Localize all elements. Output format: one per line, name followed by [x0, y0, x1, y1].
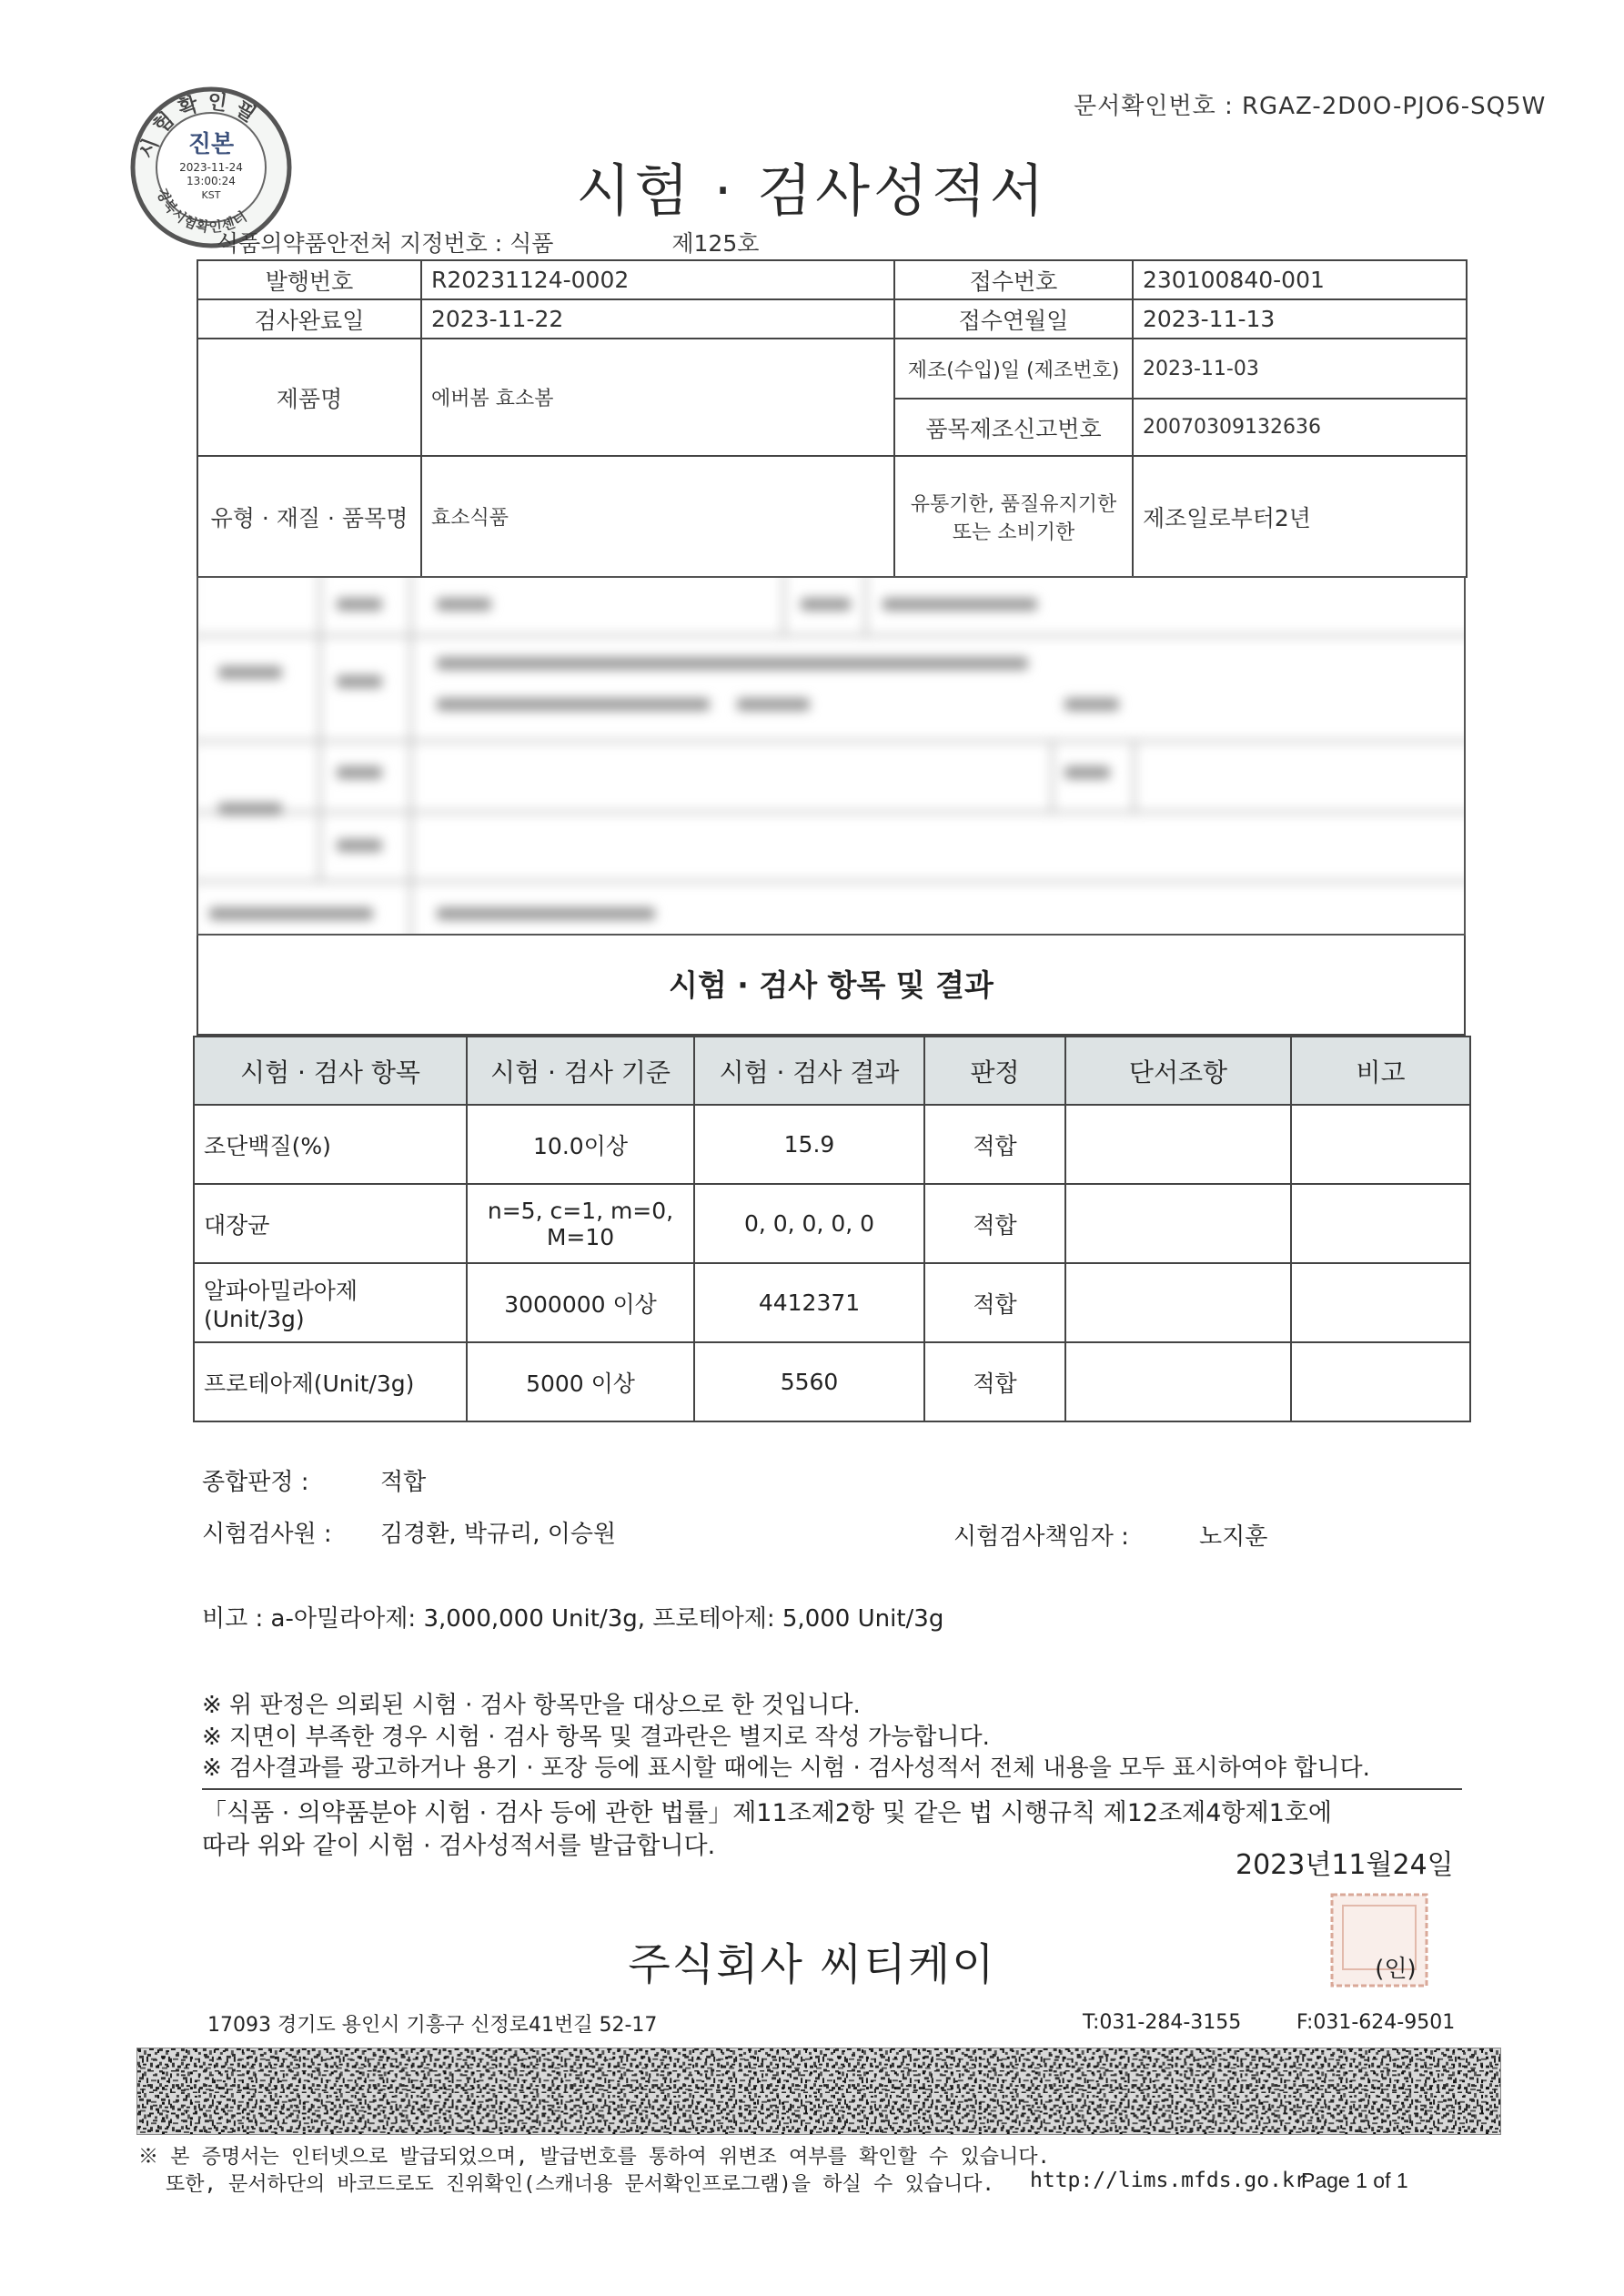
results-heading: 시험 · 검사 항목 및 결과 — [197, 936, 1466, 1036]
overall-label: 종합판정 : — [202, 1469, 309, 1496]
footer-line-2: 또한, 문서하단의 바코드로도 진위확인(스캐너용 문서확인프로그램)을 하실 수 있습니다. — [166, 2173, 994, 2196]
row-verdict: 적합 — [924, 1105, 1065, 1184]
receipt-no-label: 접수번호 — [894, 260, 1133, 299]
shelf-label-line1: 유통기한, 품질유지기한 — [910, 492, 1117, 516]
row-verdict: 적합 — [924, 1184, 1065, 1263]
receipt-no-value: 230100840-001 — [1133, 260, 1467, 299]
stamp-label: 진본 — [187, 131, 235, 158]
table-row — [194, 1263, 1470, 1342]
results-table — [193, 1036, 1471, 1422]
report-no-value: 20070309132636 — [1133, 399, 1467, 456]
row-result: 0, 0, 0, 0, 0 — [694, 1184, 924, 1263]
designation-text: 식품의약품안전처 지정번호 : 식품 — [217, 230, 554, 257]
receipt-date-value: 2023-11-13 — [1133, 299, 1467, 339]
designation-number: 제125호 — [671, 230, 760, 257]
table-row — [194, 1184, 1470, 1263]
col-verdict: 판정 — [924, 1037, 1065, 1105]
row-item — [194, 1263, 467, 1342]
table-row — [194, 1105, 1470, 1184]
footer-url[interactable]: http://lims.mfds.go.kr — [1030, 2169, 1307, 2192]
shelf-label — [894, 456, 1133, 577]
col-remark: 비고 — [1291, 1037, 1470, 1105]
row-remark — [1291, 1105, 1470, 1184]
report-no-label: 품목제조신고번호 — [894, 399, 1133, 456]
page-title: 시험 · 검사성적서 — [576, 157, 1048, 224]
complete-date-label: 검사완료일 — [197, 299, 421, 339]
note-2: ※ 지면이 부족한 경우 시험 · 검사 항목 및 결과란은 별지로 작성 가능합니다. — [202, 1724, 990, 1751]
row-proviso — [1065, 1184, 1291, 1263]
row-item: 프로테아제(Unit/3g) — [194, 1342, 467, 1421]
row-result: 5560 — [694, 1342, 924, 1421]
page-number: Page 1 of 1 — [1301, 2169, 1408, 2192]
col-proviso: 단서조항 — [1065, 1037, 1291, 1105]
issue-no-value: R20231124-0002 — [421, 260, 894, 299]
legal-line-2: 따라 위와 같이 시험 · 검사성적서를 발급합니다. — [202, 1832, 716, 1860]
col-result: 시험 · 검사 결과 — [694, 1037, 924, 1105]
row-verdict: 적합 — [924, 1342, 1065, 1421]
stamp-date: 2023-11-24 — [179, 161, 243, 174]
row-standard-line2: M=10 — [546, 1223, 615, 1250]
stamp-tz: KST — [201, 189, 221, 201]
col-item: 시험 · 검사 항목 — [194, 1037, 467, 1105]
row-proviso — [1065, 1263, 1291, 1342]
table-row — [194, 1342, 1470, 1421]
inspectors-label: 시험검사원 : — [202, 1521, 332, 1548]
legal-divider — [202, 1788, 1462, 1790]
stamp-org: 경북시험확인센터 — [153, 186, 251, 236]
designation-line — [217, 226, 759, 258]
row-standard: 5000 이상 — [467, 1342, 694, 1421]
company-address: 17093 경기도 용인시 기흥구 신정로41번길 52-17 — [207, 2014, 658, 2037]
row-result: 4412371 — [694, 1263, 924, 1342]
note-3: ※ 검사결과를 광고하거나 용기 · 포장 등에 표시할 때에는 시험 · 검사성적서 전체 내용을 모두 표시하여야 합니다. — [202, 1755, 1370, 1782]
row-proviso — [1065, 1342, 1291, 1421]
row-verdict: 적합 — [924, 1263, 1065, 1342]
note-1: ※ 위 판정은 의뢰된 시험 · 검사 항목만을 대상으로 한 것입니다. — [202, 1692, 861, 1719]
row-standard-line1: n=5, c=1, m=0, — [487, 1197, 674, 1224]
shelf-label-line2: 또는 소비기한 — [952, 521, 1075, 544]
type-label: 유형 · 재질 · 품목명 — [197, 456, 421, 577]
shelf-value: 제조일로부터2년 — [1133, 456, 1467, 577]
product-value: 에버봄 효소봄 — [421, 339, 894, 456]
company-fax: F:031-624-9501 — [1296, 2011, 1456, 2034]
row-remark — [1291, 1184, 1470, 1263]
row-remark — [1291, 1342, 1470, 1421]
security-barcode — [136, 2048, 1501, 2135]
company-seal — [1330, 1893, 1432, 1991]
manager-label: 시험검사책임자 : — [953, 1523, 1129, 1551]
stamp-time: 13:00:24 — [187, 175, 236, 187]
remark-line: 비고 : a-아밀라아제: 3,000,000 Unit/3g, 프로테아제: 5,000 Unit/3g — [202, 1605, 944, 1633]
mfg-date-value: 2023-11-03 — [1133, 339, 1467, 399]
row-item: 조단백질(%) — [194, 1105, 467, 1184]
inspectors-value: 김경환, 박규리, 이승원 — [380, 1521, 617, 1548]
row-result: 15.9 — [694, 1105, 924, 1184]
complete-date-value: 2023-11-22 — [421, 299, 894, 339]
company-name: 주식회사 씨티케이 — [628, 1939, 996, 1990]
row-standard: 10.0이상 — [467, 1105, 694, 1184]
row-standard: 3000000 이상 — [467, 1263, 694, 1342]
row-remark — [1291, 1263, 1470, 1342]
seal-mark: (인) — [1375, 1956, 1417, 1983]
header-table — [197, 259, 1468, 578]
type-value: 효소식품 — [421, 456, 894, 577]
issue-date: 2023년11월24일 — [1236, 1849, 1454, 1881]
product-label: 제품명 — [197, 339, 421, 456]
redacted-info-block — [197, 576, 1466, 936]
mfg-date-label: 제조(수입)일 (제조번호) — [894, 339, 1133, 399]
col-standard: 시험 · 검사 기준 — [467, 1037, 694, 1105]
issue-no-label: 발행번호 — [197, 260, 421, 299]
company-tel: T:031-284-3155 — [1083, 2011, 1242, 2034]
overall-value: 적합 — [380, 1469, 427, 1496]
doc-check-number: 문서확인번호 : RGAZ-2D0O-PJO6-SQ5W — [1074, 93, 1547, 120]
receipt-date-label: 접수연월일 — [894, 299, 1133, 339]
footer-line-1: ※ 본 증명서는 인터넷으로 발급되었으며, 발급번호를 통하여 위변조 여부를 확인할 수 있습니다. — [138, 2146, 1050, 2169]
row-proviso — [1065, 1105, 1291, 1184]
row-item: 대장균 — [194, 1184, 467, 1263]
legal-line-1: 「식품 · 의약품분야 시험 · 검사 등에 관한 법률」제11조제2항 및 같은 법 시행규칙 제12조제4항제1호에 — [202, 1799, 1332, 1827]
row-standard — [467, 1184, 694, 1263]
manager-value: 노지훈 — [1199, 1523, 1268, 1551]
row-item-line2: (Unit/3g) — [204, 1306, 305, 1332]
row-item-line1: 알파아밀라아제 — [204, 1278, 358, 1304]
results-header-row — [194, 1037, 1470, 1105]
stamp-arc-text: 시험확인필 — [136, 90, 266, 162]
